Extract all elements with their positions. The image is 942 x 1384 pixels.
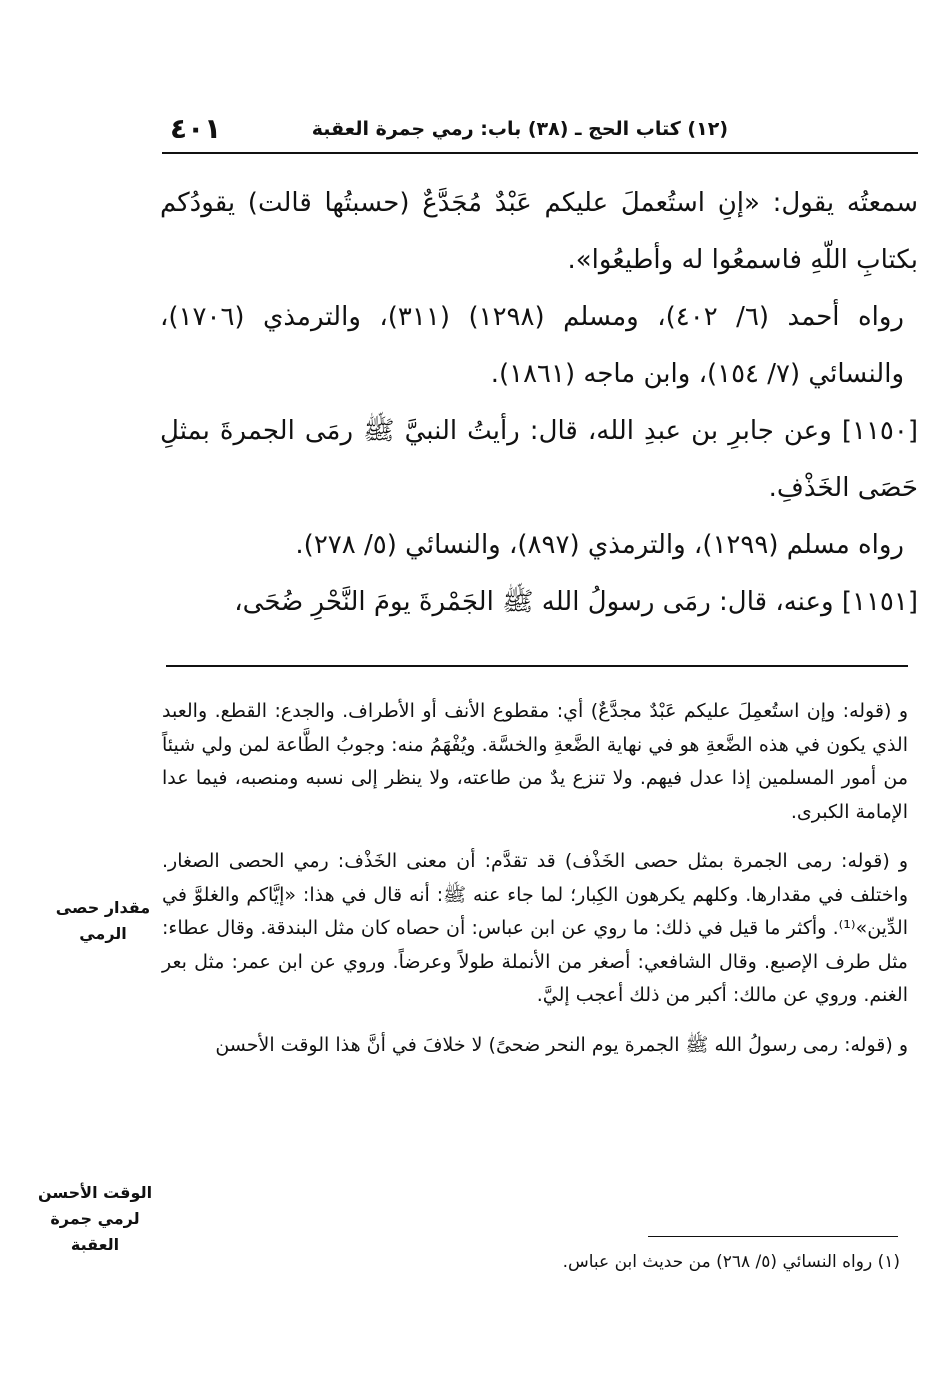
commentary-paragraph: و (قوله: رمى الجمرة بمثل حصى الخَذْف) قد تقدَّم: أن معنى الخَذْف: رمي الحصى الصغار. واختلف في مقدارها. وكلهم يكرهون الكِبار؛ لما جاء عنه ﷺ: أنه قال في هذا: «إيَّاكم والغلوَّ في الدِّين»⁽¹⁾. وأكثر ما قيل في ذلك: ما روي عن ابن عباس: أن حصاه كان مثل البندقة. وقال عطاء: مثل طرف الإصبع. وقال الشافعي: أصغر من الأنملة طولاً وعرضاً. وروي عن ابن عمر: مثل بعر الغنم. وروي عن مالك: أكبر من ذلك أعجب إليَّ. <box>162 850 908 1006</box>
hadith-citation: رواه مسلم (١٢٩٩)، والترمذي (٨٩٧)، والنسائي (٥/ ٢٧٨). <box>295 530 904 560</box>
running-head: (١٢) كتاب الحج ـ (٣٨) باب: رمي جمرة العقبة <box>311 118 728 140</box>
hadith-paragraph: سمعتُه يقول: «إنِ استُعملَ عليكم عَبْدٌ مُجَدَّعٌ (حسبتُها قالت) يقودُكم بكتابِ اللّهِ فاسمعُوا له وأطيعُوا». <box>160 188 918 275</box>
commentary-paragraph: و (قوله: رمى رسولُ الله ﷺ الجمرة يوم النحر ضحىً) لا خلافَ في أنَّ هذا الوقت الأحسن <box>215 1033 908 1056</box>
hadith-paragraph: [١١٥١] وعنه، قال: رمَى رسولُ الله ﷺ الجَمْرةَ يومَ النَّحْرِ ضُحَى، <box>234 587 918 617</box>
footnote: (١) رواه النسائي (٥/ ٢٦٨) من حديث ابن عباس. <box>562 1252 900 1272</box>
hadith-citation: رواه أحمد (٦/ ٤٠٢)، ومسلم (١٢٩٨) (٣١١)، والترمذي (١٧٠٦)، والنسائي (٧/ ١٥٤)، وابن ماجه (١٨٦١). <box>160 302 904 389</box>
commentary-text <box>162 695 908 1062</box>
commentary-paragraph: و (قوله: وإن استُعمِلَ عليكم عَبْدٌ مجدَّعٌ) أي: مقطوع الأنف أو الأطراف. والجدع: القطع. والعبد الذي يكون في هذه الضَّعةِ هو في نهاية الضَّعةِ والخسَّة. ويُفْهَمُ منه: وجوبُ الطَّاعة لمن ولي شيئاً من أمور المسلمين إذا عدل فيهم. ولا تنزع يدٌ من طاعته، ولا ينظر إلى نسبه ومنصبه، فيما عدا الإمامة الكبرى. <box>162 700 908 823</box>
section-divider <box>166 665 908 667</box>
page-number: ٤٠١ <box>170 112 222 145</box>
page-header <box>162 108 918 154</box>
footnote-divider <box>648 1236 898 1237</box>
margin-note: مقدار حصى الرمي <box>55 898 151 943</box>
margin-note: الوقت الأحسن لرمي جمرة العقبة <box>37 1183 153 1254</box>
hadith-paragraph: [١١٥٠] وعن جابرِ بن عبدِ الله، قال: رأيتُ النبيَّ ﷺ رمَى الجمرةَ بمثلِ حَصَى الخَذْفِ. <box>160 416 918 503</box>
hadith-text <box>160 175 918 631</box>
